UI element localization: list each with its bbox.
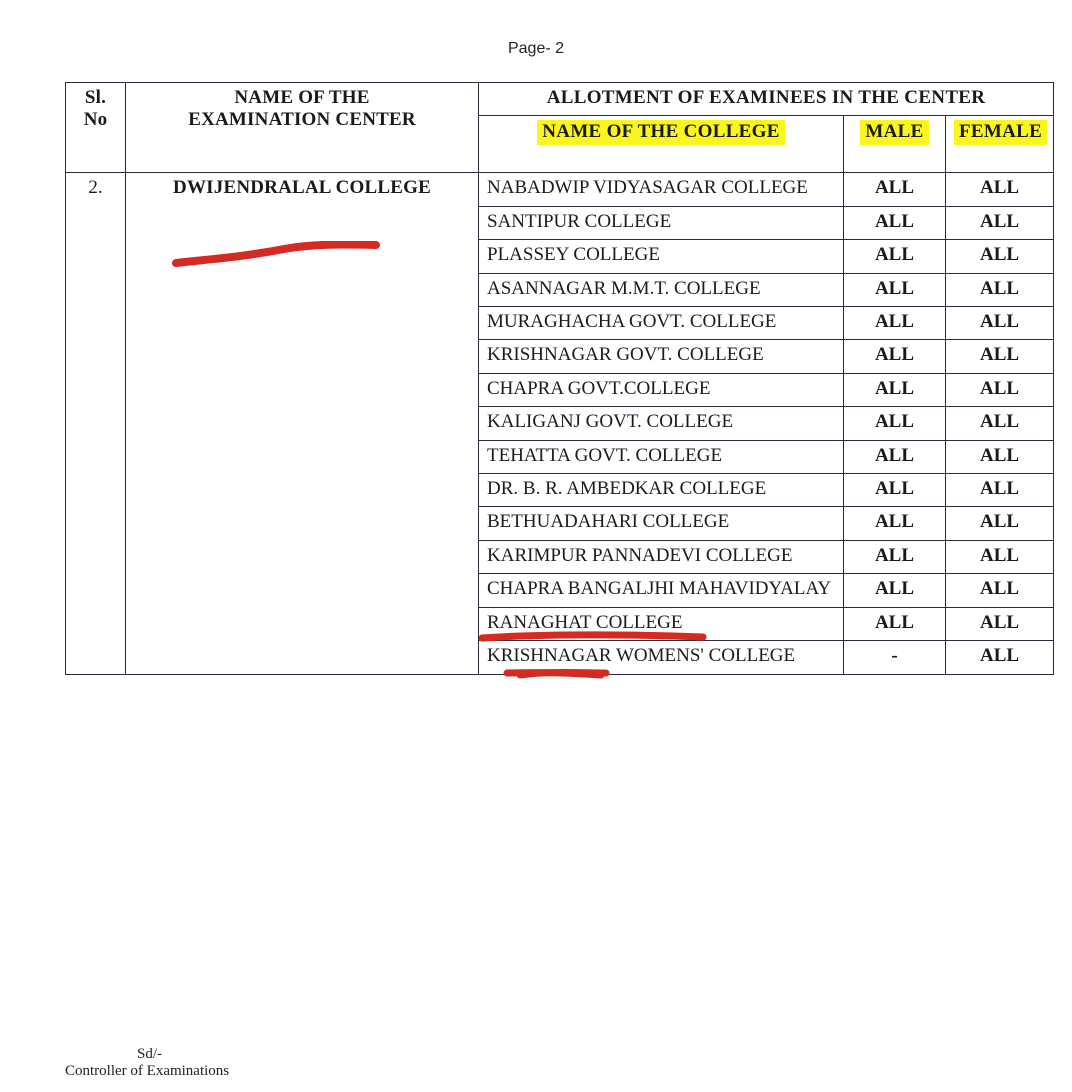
sl-no-line1: Sl. bbox=[84, 87, 107, 108]
male-value-cell: ALL bbox=[844, 173, 946, 206]
female-value-cell: ALL bbox=[946, 240, 1054, 273]
female-value-cell: ALL bbox=[946, 574, 1054, 607]
red-pen-squiggle-annotation bbox=[172, 241, 380, 267]
female-value-cell: ALL bbox=[946, 307, 1054, 340]
college-name-cell: CHAPRA BANGALJHI MAHAVIDYALAY bbox=[479, 574, 844, 607]
female-value: ALL bbox=[979, 611, 1020, 633]
female-value-cell: ALL bbox=[946, 340, 1054, 373]
column-header-exam-center bbox=[126, 83, 479, 173]
male-value-cell: ALL bbox=[844, 240, 946, 273]
page-label: Page- 2 bbox=[507, 40, 565, 57]
male-header-highlight: MALE bbox=[860, 120, 928, 144]
female-value-cell: ALL bbox=[946, 407, 1054, 440]
female-value-cell: ALL bbox=[946, 474, 1054, 507]
signature-designation: Controller of Examinations bbox=[65, 1063, 230, 1079]
college-name-cell bbox=[479, 607, 844, 640]
college-name-cell: NABADWIP VIDYASAGAR COLLEGE bbox=[479, 173, 844, 206]
exam-center-line2: EXAMINATION CENTER bbox=[188, 109, 416, 131]
column-header-college bbox=[479, 116, 844, 173]
female-value-cell: ALL bbox=[946, 507, 1054, 540]
college-name: RANAGHAT COLLEGE bbox=[487, 611, 683, 633]
college-name-cell: BETHUADAHARI COLLEGE bbox=[479, 507, 844, 540]
male-value-cell: ALL bbox=[844, 206, 946, 239]
male-value-cell: ALL bbox=[844, 273, 946, 306]
female-header-highlight: FEMALE bbox=[954, 120, 1047, 144]
female-value-cell bbox=[946, 607, 1054, 640]
signature-sd-line: Sd/- bbox=[137, 1046, 163, 1062]
female-value-cell: ALL bbox=[946, 540, 1054, 573]
male-value-cell: ALL bbox=[844, 474, 946, 507]
sl-no-line2: No bbox=[83, 109, 108, 131]
college-name-cell: CHAPRA GOVT.COLLEGE bbox=[479, 373, 844, 406]
exam-center-name: DWIJENDRALAL COLLEGE bbox=[173, 177, 431, 199]
college-name-cell: SANTIPUR COLLEGE bbox=[479, 206, 844, 239]
male-value-cell: ALL bbox=[844, 440, 946, 473]
male-value-cell: - bbox=[844, 641, 946, 674]
college-name-cell: KRISHNAGAR WOMENS' COLLEGE bbox=[479, 641, 844, 674]
college-name-cell: PLASSEY COLLEGE bbox=[479, 240, 844, 273]
female-value-cell: ALL bbox=[946, 273, 1054, 306]
exam-center-name-cell bbox=[126, 173, 479, 674]
exam-center-line1: NAME OF THE bbox=[234, 87, 370, 108]
male-value-cell: ALL bbox=[844, 373, 946, 406]
female-value-cell: ALL bbox=[946, 206, 1054, 239]
column-header-male bbox=[844, 116, 946, 173]
male-value-cell: ALL bbox=[844, 307, 946, 340]
college-name-cell: TEHATTA GOVT. COLLEGE bbox=[479, 440, 844, 473]
college-name-cell: KARIMPUR PANNADEVI COLLEGE bbox=[479, 540, 844, 573]
male-value-cell: ALL bbox=[844, 407, 946, 440]
college-name-cell: KRISHNAGAR GOVT. COLLEGE bbox=[479, 340, 844, 373]
male-value-cell: ALL bbox=[844, 574, 946, 607]
column-header-sl-no bbox=[66, 83, 126, 173]
female-value-cell: ALL bbox=[946, 173, 1054, 206]
college-name-cell: ASANNAGAR M.M.T. COLLEGE bbox=[479, 273, 844, 306]
table-header-row bbox=[66, 83, 1054, 116]
male-value-cell: ALL bbox=[844, 340, 946, 373]
female-value-cell: ALL bbox=[946, 373, 1054, 406]
serial-number-cell: 2. bbox=[66, 173, 126, 674]
male-value-cell bbox=[844, 607, 946, 640]
male-value: ALL bbox=[874, 611, 915, 633]
male-value-cell: ALL bbox=[844, 540, 946, 573]
table-row bbox=[66, 173, 1054, 206]
signature-block bbox=[65, 1046, 485, 1080]
allotment-table bbox=[65, 82, 1054, 675]
female-value-cell: ALL bbox=[946, 641, 1054, 674]
column-header-allotment: ALLOTMENT OF EXAMINEES IN THE CENTER bbox=[479, 83, 1054, 116]
college-name-cell: KALIGANJ GOVT. COLLEGE bbox=[479, 407, 844, 440]
college-header-highlight: NAME OF THE COLLEGE bbox=[537, 120, 784, 144]
allotment-sheet bbox=[65, 82, 1053, 675]
column-header-female bbox=[946, 116, 1054, 173]
college-name-cell: DR. B. R. AMBEDKAR COLLEGE bbox=[479, 474, 844, 507]
female-value-cell: ALL bbox=[946, 440, 1054, 473]
college-name-cell: MURAGHACHA GOVT. COLLEGE bbox=[479, 307, 844, 340]
male-value-cell: ALL bbox=[844, 507, 946, 540]
